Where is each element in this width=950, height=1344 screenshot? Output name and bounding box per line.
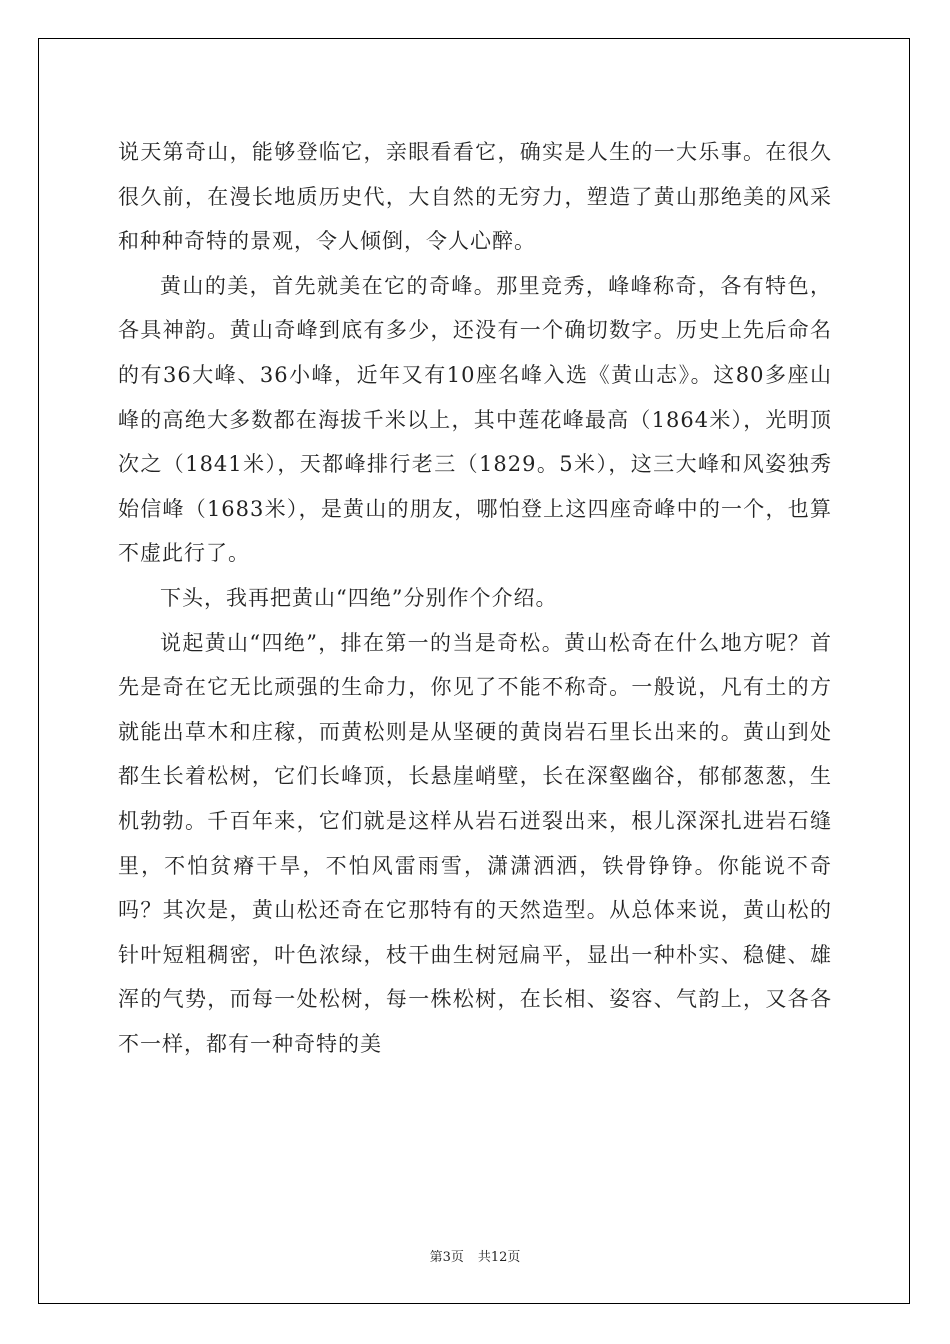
paragraph-2: 黄山的美，首先就美在它的奇峰。那里竞秀，峰峰称奇，各有特色，各具神韵。黄山奇峰到底有多少，还没有一个确切数字。历史上先后命名的有36大峰、36小峰，近年又有10座名峰入选《黄山志》。这80多座山峰的高绝大多数都在海拔千米以上，其中莲花峰最高（1864米），光明顶次之（1841米），天都峰排行老三（1829。5米），这三大峰和风姿独秀始信峰（1683米），是黄山的朋友，哪怕登上这四座奇峰中的一个，也算不虚此行了。 [118,273,832,566]
document-body [118,130,832,1066]
page-total: 共12页 [477,1250,521,1265]
paragraph-4: 说起黄山“四绝”，排在第一的当是奇松。黄山松奇在什么地方呢？首先是奇在它无比顽强的生命力，你见了不能不称奇。一般说，凡有土的方就能出草木和庄稼，而黄松则是从坚硬的黄岗岩石里长出来的。黄山到处都生长着松树，它们长峰顶，长悬崖峭壁，长在深壑幽谷，郁郁葱葱，生机勃勃。千百年来，它们就是这样从岩石迸裂出来，根儿深深扎进岩石缝里，不怕贫瘠干旱，不怕风雷雨雪，潇潇洒洒，铁骨铮铮。你能说不奇吗？其次是，黄山松还奇在它那特有的天然造型。从总体来说，黄山松的针叶短粗稠密，叶色浓绿，枝干曲生树冠扁平，显出一种朴实、稳健、雄浑的气势，而每一处松树，每一株松树，在长相、姿容、气韵上，又各各不一样，都有一种奇特的美 [118,630,832,1056]
paragraph-1: 说天第奇山，能够登临它，亲眼看看它，确实是人生的一大乐事。在很久很久前，在漫长地质历史代，大自然的无穷力，塑造了黄山那绝美的风采和种种奇特的景观，令人倾倒，令人心醉。 [118,140,832,254]
paragraph-3: 下头，我再把黄山“四绝”分别作个介绍。 [160,585,558,610]
page-footer [0,1246,950,1265]
page-number: 第3页 [429,1250,464,1265]
